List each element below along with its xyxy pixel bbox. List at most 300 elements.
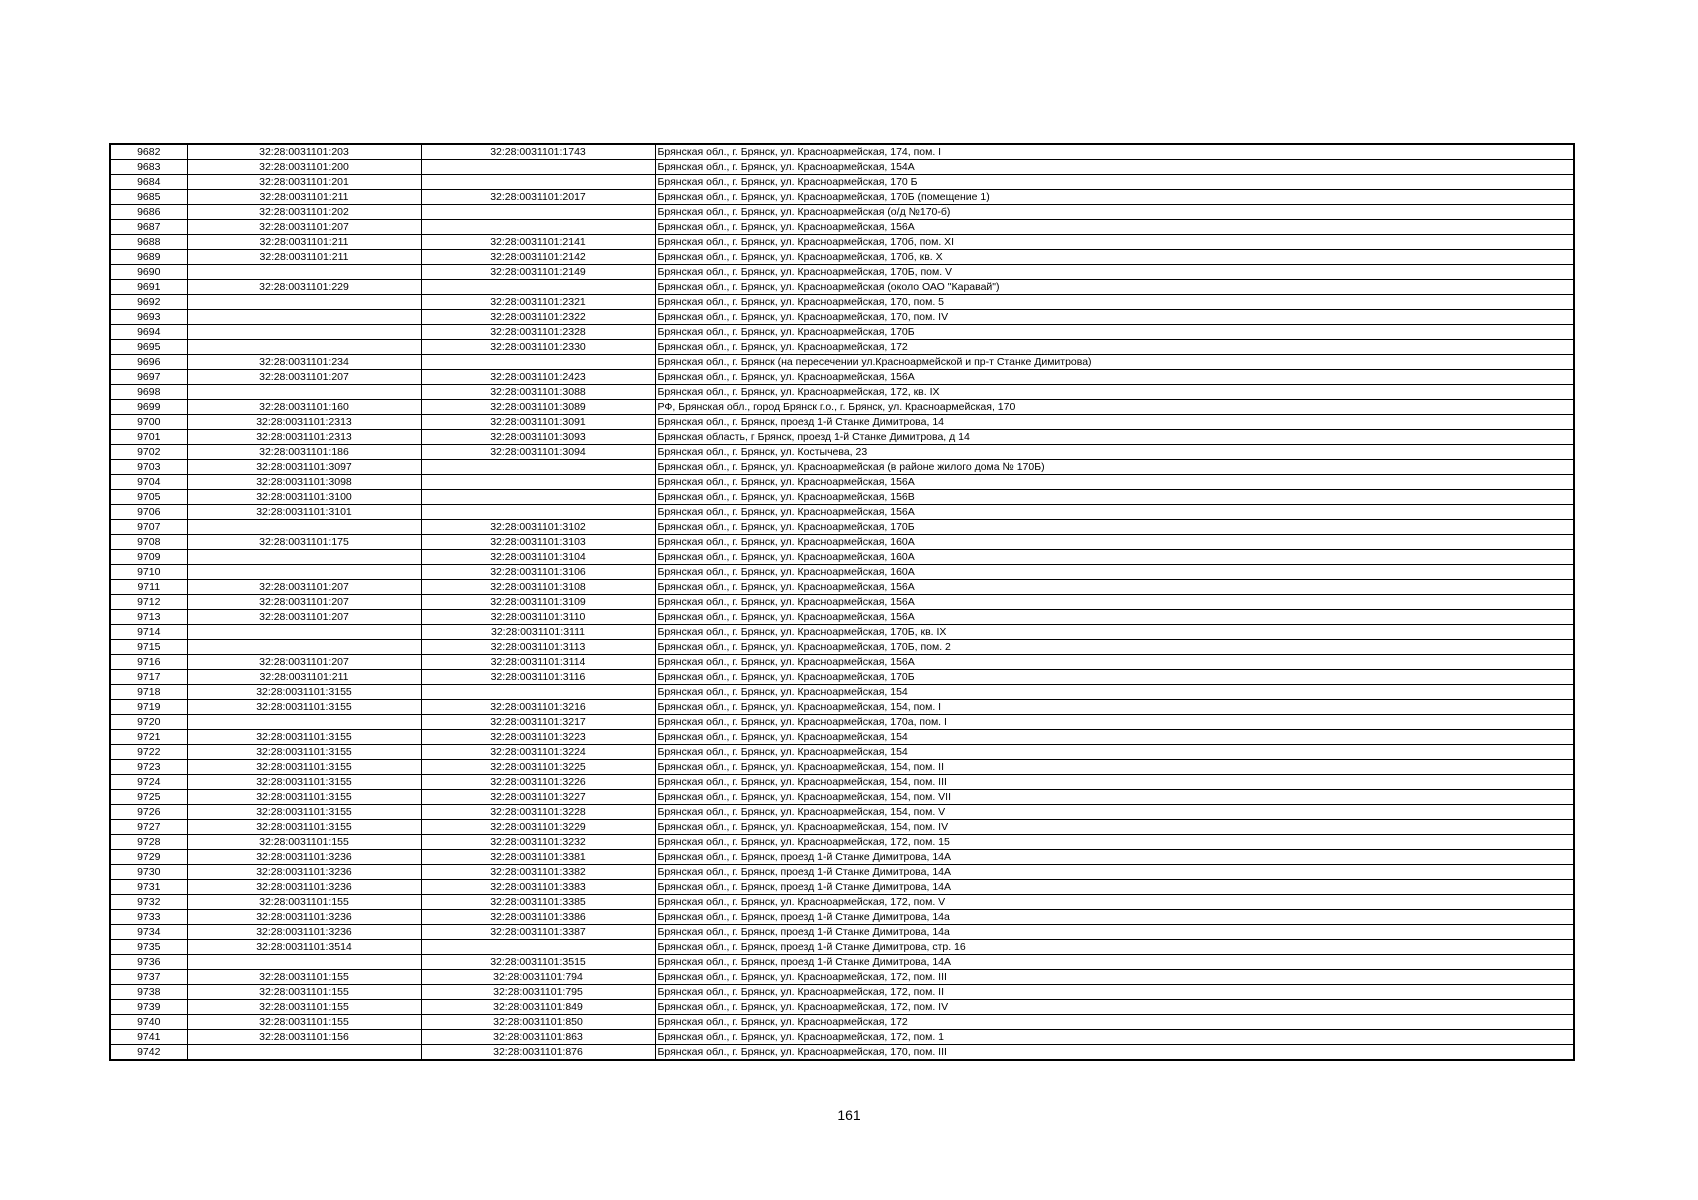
table-row	[110, 760, 1574, 775]
row-number-cell: 9715	[110, 640, 187, 655]
object-cadastral-number-cell	[421, 355, 655, 370]
table-row	[110, 1015, 1574, 1030]
table-row	[110, 610, 1574, 625]
table-row	[110, 640, 1574, 655]
parcel-cadastral-number-cell: 32:28:0031101:155	[187, 1015, 421, 1030]
parcel-cadastral-number-cell: 32:28:0031101:3155	[187, 760, 421, 775]
object-cadastral-number-cell: 32:28:0031101:3091	[421, 415, 655, 430]
row-number-cell: 9739	[110, 1000, 187, 1015]
table-row	[110, 685, 1574, 700]
row-number-cell: 9737	[110, 970, 187, 985]
row-number-cell: 9730	[110, 865, 187, 880]
address-cell: Брянская обл., г. Брянск, ул. Красноармейская, 160А	[655, 535, 1574, 550]
row-number-cell: 9707	[110, 520, 187, 535]
address-cell: Брянская обл., г. Брянск, ул. Красноармейская, 172, пом. III	[655, 970, 1574, 985]
parcel-cadastral-number-cell: 32:28:0031101:160	[187, 400, 421, 415]
object-cadastral-number-cell	[421, 460, 655, 475]
parcel-cadastral-number-cell: 32:28:0031101:3155	[187, 775, 421, 790]
table-row	[110, 490, 1574, 505]
row-number-cell: 9719	[110, 700, 187, 715]
row-number-cell: 9690	[110, 265, 187, 280]
row-number-cell: 9717	[110, 670, 187, 685]
address-cell: Брянская обл., г. Брянск, ул. Красноармейская, 170Б, кв. IX	[655, 625, 1574, 640]
address-cell: Брянская обл., г. Брянск, ул. Красноармейская, 154А	[655, 160, 1574, 175]
row-number-cell: 9686	[110, 205, 187, 220]
row-number-cell: 9731	[110, 880, 187, 895]
object-cadastral-number-cell: 32:28:0031101:795	[421, 985, 655, 1000]
table-row	[110, 250, 1574, 265]
parcel-cadastral-number-cell: 32:28:0031101:201	[187, 175, 421, 190]
parcel-cadastral-number-cell: 32:28:0031101:207	[187, 595, 421, 610]
row-number-cell: 9704	[110, 475, 187, 490]
row-number-cell: 9741	[110, 1030, 187, 1045]
row-number-cell: 9711	[110, 580, 187, 595]
parcel-cadastral-number-cell: 32:28:0031101:155	[187, 1000, 421, 1015]
row-number-cell: 9684	[110, 175, 187, 190]
table-row	[110, 865, 1574, 880]
table-row	[110, 820, 1574, 835]
address-cell: Брянская обл., г. Брянск, ул. Красноармейская, 154, пом. I	[655, 700, 1574, 715]
address-cell: Брянская обл., г. Брянск, ул. Красноармейская, 156А	[655, 220, 1574, 235]
row-number-cell: 9706	[110, 505, 187, 520]
object-cadastral-number-cell: 32:28:0031101:3224	[421, 745, 655, 760]
address-cell: Брянская обл., г. Брянск, проезд 1-й Станке Димитрова, 14а	[655, 925, 1574, 940]
registry-table-body	[110, 144, 1574, 1060]
object-cadastral-number-cell: 32:28:0031101:3228	[421, 805, 655, 820]
parcel-cadastral-number-cell	[187, 715, 421, 730]
parcel-cadastral-number-cell: 32:28:0031101:155	[187, 895, 421, 910]
parcel-cadastral-number-cell: 32:28:0031101:234	[187, 355, 421, 370]
table-row	[110, 280, 1574, 295]
table-row	[110, 565, 1574, 580]
address-cell: Брянская обл., г. Брянск, ул. Красноармейская, 154, пом. IV	[655, 820, 1574, 835]
table-row	[110, 580, 1574, 595]
object-cadastral-number-cell: 32:28:0031101:849	[421, 1000, 655, 1015]
table-row	[110, 340, 1574, 355]
address-cell: Брянская обл., г. Брянск, проезд 1-й Станке Димитрова, 14А	[655, 955, 1574, 970]
object-cadastral-number-cell	[421, 280, 655, 295]
table-row	[110, 520, 1574, 535]
parcel-cadastral-number-cell	[187, 550, 421, 565]
address-cell: Брянская обл., г. Брянск, ул. Красноармейская, 156А	[655, 505, 1574, 520]
table-row	[110, 415, 1574, 430]
object-cadastral-number-cell: 32:28:0031101:3225	[421, 760, 655, 775]
object-cadastral-number-cell	[421, 220, 655, 235]
object-cadastral-number-cell: 32:28:0031101:3103	[421, 535, 655, 550]
table-row	[110, 235, 1574, 250]
object-cadastral-number-cell	[421, 475, 655, 490]
address-cell: Брянская обл., г. Брянск, проезд 1-й Станке Димитрова, 14А	[655, 865, 1574, 880]
parcel-cadastral-number-cell	[187, 520, 421, 535]
row-number-cell: 9710	[110, 565, 187, 580]
row-number-cell: 9708	[110, 535, 187, 550]
address-cell: Брянская обл., г. Брянск, ул. Красноармейская, 156А	[655, 580, 1574, 595]
parcel-cadastral-number-cell: 32:28:0031101:186	[187, 445, 421, 460]
object-cadastral-number-cell: 32:28:0031101:794	[421, 970, 655, 985]
object-cadastral-number-cell: 32:28:0031101:3385	[421, 895, 655, 910]
object-cadastral-number-cell	[421, 940, 655, 955]
address-cell: Брянская обл., г. Брянск, ул. Красноармейская, 170б, пом. XI	[655, 235, 1574, 250]
row-number-cell: 9713	[110, 610, 187, 625]
object-cadastral-number-cell	[421, 205, 655, 220]
parcel-cadastral-number-cell: 32:28:0031101:3155	[187, 805, 421, 820]
table-row	[110, 325, 1574, 340]
address-cell: Брянская обл., г. Брянск, ул. Красноармейская, 154, пом. VII	[655, 790, 1574, 805]
table-row	[110, 910, 1574, 925]
address-cell: Брянская обл., г. Брянск, ул. Красноармейская, 160А	[655, 550, 1574, 565]
address-cell: Брянская обл., г. Брянск, ул. Красноармейская, 154, пом. III	[655, 775, 1574, 790]
row-number-cell: 9712	[110, 595, 187, 610]
object-cadastral-number-cell	[421, 685, 655, 700]
object-cadastral-number-cell	[421, 160, 655, 175]
table-row	[110, 745, 1574, 760]
object-cadastral-number-cell: 32:28:0031101:3102	[421, 520, 655, 535]
table-row	[110, 835, 1574, 850]
table-row	[110, 715, 1574, 730]
address-cell: Брянская обл., г. Брянск, ул. Красноармейская, 154, пом. V	[655, 805, 1574, 820]
address-cell: Брянская обл., г. Брянск, ул. Красноармейская (в районе жилого дома № 170Б)	[655, 460, 1574, 475]
row-number-cell: 9700	[110, 415, 187, 430]
object-cadastral-number-cell: 32:28:0031101:2423	[421, 370, 655, 385]
object-cadastral-number-cell	[421, 490, 655, 505]
address-cell: Брянская обл., г. Брянск, ул. Красноармейская, 156А	[655, 475, 1574, 490]
address-cell: Брянская обл., г. Брянск, проезд 1-й Станке Димитрова, стр. 16	[655, 940, 1574, 955]
parcel-cadastral-number-cell: 32:28:0031101:200	[187, 160, 421, 175]
object-cadastral-number-cell: 32:28:0031101:3383	[421, 880, 655, 895]
object-cadastral-number-cell	[421, 505, 655, 520]
table-row	[110, 355, 1574, 370]
row-number-cell: 9729	[110, 850, 187, 865]
parcel-cadastral-number-cell: 32:28:0031101:3236	[187, 850, 421, 865]
parcel-cadastral-number-cell: 32:28:0031101:3236	[187, 880, 421, 895]
row-number-cell: 9703	[110, 460, 187, 475]
parcel-cadastral-number-cell: 32:28:0031101:3155	[187, 700, 421, 715]
address-cell: Брянская обл., г. Брянск, ул. Красноармейская, 172, пом. 1	[655, 1030, 1574, 1045]
object-cadastral-number-cell: 32:28:0031101:2142	[421, 250, 655, 265]
row-number-cell: 9724	[110, 775, 187, 790]
address-cell: Брянская обл., г. Брянск, ул. Красноармейская, 170, пом. IV	[655, 310, 1574, 325]
table-row	[110, 850, 1574, 865]
address-cell: Брянская обл., г. Брянск, ул. Красноармейская, 170 Б	[655, 175, 1574, 190]
table-row	[110, 475, 1574, 490]
address-cell: Брянская обл., г. Брянск, ул. Красноармейская (около ОАО "Каравай")	[655, 280, 1574, 295]
parcel-cadastral-number-cell: 32:28:0031101:202	[187, 205, 421, 220]
table-row	[110, 1045, 1574, 1061]
address-cell: Брянская обл., г. Брянск, ул. Красноармейская, 170Б, пом. V	[655, 265, 1574, 280]
table-row	[110, 670, 1574, 685]
parcel-cadastral-number-cell: 32:28:0031101:3155	[187, 790, 421, 805]
row-number-cell: 9696	[110, 355, 187, 370]
table-row	[110, 400, 1574, 415]
address-cell: Брянская обл., г. Брянск, ул. Красноармейская, 170, пом. III	[655, 1045, 1574, 1061]
table-row	[110, 940, 1574, 955]
parcel-cadastral-number-cell: 32:28:0031101:2313	[187, 430, 421, 445]
parcel-cadastral-number-cell: 32:28:0031101:207	[187, 370, 421, 385]
parcel-cadastral-number-cell: 32:28:0031101:203	[187, 144, 421, 160]
address-cell: Брянская обл., г. Брянск, ул. Красноармейская, 170а, пом. I	[655, 715, 1574, 730]
row-number-cell: 9692	[110, 295, 187, 310]
object-cadastral-number-cell: 32:28:0031101:3108	[421, 580, 655, 595]
address-cell: Брянская обл., г. Брянск, ул. Красноармейская, 156В	[655, 490, 1574, 505]
address-cell: Брянская обл., г. Брянск, ул. Красноармейская, 172	[655, 340, 1574, 355]
table-row	[110, 805, 1574, 820]
table-row	[110, 265, 1574, 280]
address-cell: Брянская обл., г. Брянск, ул. Красноармейская, 172, пом. 15	[655, 835, 1574, 850]
page-number: 161	[837, 1107, 861, 1123]
parcel-cadastral-number-cell: 32:28:0031101:155	[187, 970, 421, 985]
row-number-cell: 9720	[110, 715, 187, 730]
object-cadastral-number-cell: 32:28:0031101:3223	[421, 730, 655, 745]
row-number-cell: 9738	[110, 985, 187, 1000]
object-cadastral-number-cell: 32:28:0031101:3094	[421, 445, 655, 460]
object-cadastral-number-cell: 32:28:0031101:3111	[421, 625, 655, 640]
table-row	[110, 190, 1574, 205]
object-cadastral-number-cell: 32:28:0031101:876	[421, 1045, 655, 1061]
object-cadastral-number-cell: 32:28:0031101:3089	[421, 400, 655, 415]
object-cadastral-number-cell: 32:28:0031101:2330	[421, 340, 655, 355]
parcel-cadastral-number-cell: 32:28:0031101:229	[187, 280, 421, 295]
address-cell: Брянская обл., г. Брянск, ул. Красноармейская, 156А	[655, 655, 1574, 670]
object-cadastral-number-cell: 32:28:0031101:863	[421, 1030, 655, 1045]
row-number-cell: 9735	[110, 940, 187, 955]
parcel-cadastral-number-cell	[187, 340, 421, 355]
table-row	[110, 700, 1574, 715]
address-cell: Брянская обл., г. Брянск, ул. Красноармейская, 154	[655, 745, 1574, 760]
address-cell: Брянская обл., г. Брянск, ул. Красноармейская, 172	[655, 1015, 1574, 1030]
row-number-cell: 9727	[110, 820, 187, 835]
parcel-cadastral-number-cell: 32:28:0031101:207	[187, 610, 421, 625]
row-number-cell: 9689	[110, 250, 187, 265]
object-cadastral-number-cell: 32:28:0031101:3232	[421, 835, 655, 850]
address-cell: Брянская обл., г. Брянск, проезд 1-й Станке Димитрова, 14а	[655, 910, 1574, 925]
object-cadastral-number-cell: 32:28:0031101:3387	[421, 925, 655, 940]
address-cell: Брянская обл., г. Брянск, ул. Красноармейская, 156А	[655, 370, 1574, 385]
row-number-cell: 9709	[110, 550, 187, 565]
address-cell: Брянская обл., г. Брянск, ул. Красноармейская, 172, пом. V	[655, 895, 1574, 910]
object-cadastral-number-cell: 32:28:0031101:3110	[421, 610, 655, 625]
object-cadastral-number-cell: 32:28:0031101:1743	[421, 144, 655, 160]
table-row	[110, 505, 1574, 520]
object-cadastral-number-cell: 32:28:0031101:3116	[421, 670, 655, 685]
row-number-cell: 9728	[110, 835, 187, 850]
row-number-cell: 9733	[110, 910, 187, 925]
table-row	[110, 535, 1574, 550]
address-cell: Брянская обл., г. Брянск (на пересечении ул.Красноармейской и пр-т Станке Димитрова)	[655, 355, 1574, 370]
address-cell: Брянская обл., г. Брянск, ул. Костычева, 23	[655, 445, 1574, 460]
table-row	[110, 730, 1574, 745]
registry-table	[109, 143, 1575, 1061]
row-number-cell: 9736	[110, 955, 187, 970]
address-cell: Брянская обл., г. Брянск, ул. Красноармейская, 154	[655, 730, 1574, 745]
object-cadastral-number-cell: 32:28:0031101:3226	[421, 775, 655, 790]
table-row	[110, 370, 1574, 385]
object-cadastral-number-cell: 32:28:0031101:3093	[421, 430, 655, 445]
parcel-cadastral-number-cell	[187, 325, 421, 340]
address-cell: Брянская обл., г. Брянск, ул. Красноармейская (о/д №170-б)	[655, 205, 1574, 220]
parcel-cadastral-number-cell	[187, 1045, 421, 1061]
address-cell: Брянская обл., г. Брянск, ул. Красноармейская, 154	[655, 685, 1574, 700]
address-cell: Брянская обл., г. Брянск, ул. Красноармейская, 154, пом. II	[655, 760, 1574, 775]
parcel-cadastral-number-cell	[187, 295, 421, 310]
row-number-cell: 9714	[110, 625, 187, 640]
parcel-cadastral-number-cell: 32:28:0031101:3097	[187, 460, 421, 475]
row-number-cell: 9742	[110, 1045, 187, 1061]
table-row	[110, 310, 1574, 325]
parcel-cadastral-number-cell: 32:28:0031101:207	[187, 655, 421, 670]
row-number-cell: 9723	[110, 760, 187, 775]
row-number-cell: 9682	[110, 144, 187, 160]
table-row	[110, 295, 1574, 310]
parcel-cadastral-number-cell: 32:28:0031101:3236	[187, 865, 421, 880]
address-cell: Брянская обл., г. Брянск, ул. Красноармейская, 174, пом. I	[655, 144, 1574, 160]
address-cell: Брянская обл., г. Брянск, ул. Красноармейская, 170Б (помещение 1)	[655, 190, 1574, 205]
parcel-cadastral-number-cell	[187, 625, 421, 640]
address-cell: Брянская обл., г. Брянск, ул. Красноармейская, 160А	[655, 565, 1574, 580]
address-cell: Брянская обл., г. Брянск, ул. Красноармейская, 172, пом. IV	[655, 1000, 1574, 1015]
row-number-cell: 9726	[110, 805, 187, 820]
table-row	[110, 595, 1574, 610]
parcel-cadastral-number-cell: 32:28:0031101:2313	[187, 415, 421, 430]
table-row	[110, 160, 1574, 175]
address-cell: Брянская обл., г. Брянск, ул. Красноармейская, 156А	[655, 595, 1574, 610]
parcel-cadastral-number-cell: 32:28:0031101:156	[187, 1030, 421, 1045]
address-cell: Брянская обл., г. Брянск, ул. Красноармейская, 170Б, пом. 2	[655, 640, 1574, 655]
row-number-cell: 9716	[110, 655, 187, 670]
parcel-cadastral-number-cell: 32:28:0031101:3155	[187, 685, 421, 700]
object-cadastral-number-cell: 32:28:0031101:3113	[421, 640, 655, 655]
parcel-cadastral-number-cell: 32:28:0031101:211	[187, 670, 421, 685]
parcel-cadastral-number-cell: 32:28:0031101:3236	[187, 925, 421, 940]
table-row	[110, 925, 1574, 940]
address-cell: Брянская обл., г. Брянск, ул. Красноармейская, 172, пом. II	[655, 985, 1574, 1000]
parcel-cadastral-number-cell: 32:28:0031101:3155	[187, 745, 421, 760]
parcel-cadastral-number-cell: 32:28:0031101:207	[187, 220, 421, 235]
table-row	[110, 790, 1574, 805]
parcel-cadastral-number-cell	[187, 310, 421, 325]
object-cadastral-number-cell: 32:28:0031101:2328	[421, 325, 655, 340]
parcel-cadastral-number-cell: 32:28:0031101:3155	[187, 730, 421, 745]
object-cadastral-number-cell: 32:28:0031101:850	[421, 1015, 655, 1030]
row-number-cell: 9705	[110, 490, 187, 505]
parcel-cadastral-number-cell	[187, 385, 421, 400]
row-number-cell: 9688	[110, 235, 187, 250]
row-number-cell: 9694	[110, 325, 187, 340]
object-cadastral-number-cell: 32:28:0031101:2149	[421, 265, 655, 280]
parcel-cadastral-number-cell: 32:28:0031101:175	[187, 535, 421, 550]
parcel-cadastral-number-cell	[187, 640, 421, 655]
object-cadastral-number-cell: 32:28:0031101:2017	[421, 190, 655, 205]
table-row	[110, 895, 1574, 910]
address-cell: Брянская обл., г. Брянск, ул. Красноармейская, 170Б	[655, 325, 1574, 340]
object-cadastral-number-cell	[421, 175, 655, 190]
table-row	[110, 985, 1574, 1000]
parcel-cadastral-number-cell: 32:28:0031101:155	[187, 985, 421, 1000]
object-cadastral-number-cell: 32:28:0031101:3386	[421, 910, 655, 925]
row-number-cell: 9718	[110, 685, 187, 700]
table-row	[110, 955, 1574, 970]
parcel-cadastral-number-cell: 32:28:0031101:3100	[187, 490, 421, 505]
object-cadastral-number-cell: 32:28:0031101:3106	[421, 565, 655, 580]
parcel-cadastral-number-cell: 32:28:0031101:155	[187, 835, 421, 850]
object-cadastral-number-cell: 32:28:0031101:3229	[421, 820, 655, 835]
address-cell: Брянская обл., г. Брянск, ул. Красноармейская, 170Б	[655, 670, 1574, 685]
row-number-cell: 9695	[110, 340, 187, 355]
parcel-cadastral-number-cell: 32:28:0031101:3514	[187, 940, 421, 955]
row-number-cell: 9701	[110, 430, 187, 445]
table-row	[110, 880, 1574, 895]
row-number-cell: 9702	[110, 445, 187, 460]
object-cadastral-number-cell: 32:28:0031101:3088	[421, 385, 655, 400]
row-number-cell: 9740	[110, 1015, 187, 1030]
table-row	[110, 625, 1574, 640]
object-cadastral-number-cell: 32:28:0031101:3104	[421, 550, 655, 565]
row-number-cell: 9697	[110, 370, 187, 385]
row-number-cell: 9693	[110, 310, 187, 325]
parcel-cadastral-number-cell: 32:28:0031101:3236	[187, 910, 421, 925]
row-number-cell: 9734	[110, 925, 187, 940]
table-row	[110, 775, 1574, 790]
address-cell: Брянская обл., г. Брянск, проезд 1-й Станке Димитрова, 14А	[655, 850, 1574, 865]
object-cadastral-number-cell: 32:28:0031101:3382	[421, 865, 655, 880]
object-cadastral-number-cell: 32:28:0031101:3216	[421, 700, 655, 715]
object-cadastral-number-cell: 32:28:0031101:2322	[421, 310, 655, 325]
parcel-cadastral-number-cell: 32:28:0031101:207	[187, 580, 421, 595]
object-cadastral-number-cell: 32:28:0031101:3114	[421, 655, 655, 670]
parcel-cadastral-number-cell	[187, 955, 421, 970]
object-cadastral-number-cell: 32:28:0031101:3227	[421, 790, 655, 805]
parcel-cadastral-number-cell: 32:28:0031101:211	[187, 250, 421, 265]
address-cell: Брянская обл., г. Брянск, ул. Красноармейская, 170Б	[655, 520, 1574, 535]
row-number-cell: 9685	[110, 190, 187, 205]
table-row	[110, 655, 1574, 670]
table-row	[110, 385, 1574, 400]
address-cell: Брянская обл., г. Брянск, ул. Красноармейская, 156А	[655, 610, 1574, 625]
parcel-cadastral-number-cell: 32:28:0031101:3155	[187, 820, 421, 835]
table-row	[110, 205, 1574, 220]
address-cell: Брянская обл., г. Брянск, ул. Красноармейская, 170, пом. 5	[655, 295, 1574, 310]
row-number-cell: 9698	[110, 385, 187, 400]
table-row	[110, 430, 1574, 445]
address-cell: Брянская область, г Брянск, проезд 1-й Станке Димитрова, д 14	[655, 430, 1574, 445]
row-number-cell: 9699	[110, 400, 187, 415]
object-cadastral-number-cell: 32:28:0031101:2321	[421, 295, 655, 310]
address-cell: РФ, Брянская обл., город Брянск г.о., г. Брянск, ул. Красноармейская, 170	[655, 400, 1574, 415]
table-row	[110, 550, 1574, 565]
table-row	[110, 1000, 1574, 1015]
row-number-cell: 9683	[110, 160, 187, 175]
address-cell: Брянская обл., г. Брянск, ул. Красноармейская, 172, кв. IX	[655, 385, 1574, 400]
row-number-cell: 9687	[110, 220, 187, 235]
parcel-cadastral-number-cell	[187, 265, 421, 280]
parcel-cadastral-number-cell	[187, 565, 421, 580]
row-number-cell: 9732	[110, 895, 187, 910]
object-cadastral-number-cell: 32:28:0031101:3217	[421, 715, 655, 730]
table-row	[110, 445, 1574, 460]
address-cell: Брянская обл., г. Брянск, проезд 1-й Станке Димитрова, 14А	[655, 880, 1574, 895]
row-number-cell: 9722	[110, 745, 187, 760]
table-row	[110, 970, 1574, 985]
address-cell: Брянская обл., г. Брянск, проезд 1-й Станке Димитрова, 14	[655, 415, 1574, 430]
parcel-cadastral-number-cell: 32:28:0031101:211	[187, 190, 421, 205]
table-row	[110, 1030, 1574, 1045]
table-row	[110, 175, 1574, 190]
row-number-cell: 9691	[110, 280, 187, 295]
address-cell: Брянская обл., г. Брянск, ул. Красноармейская, 170б, кв. X	[655, 250, 1574, 265]
parcel-cadastral-number-cell: 32:28:0031101:3098	[187, 475, 421, 490]
row-number-cell: 9725	[110, 790, 187, 805]
table-row	[110, 460, 1574, 475]
row-number-cell: 9721	[110, 730, 187, 745]
